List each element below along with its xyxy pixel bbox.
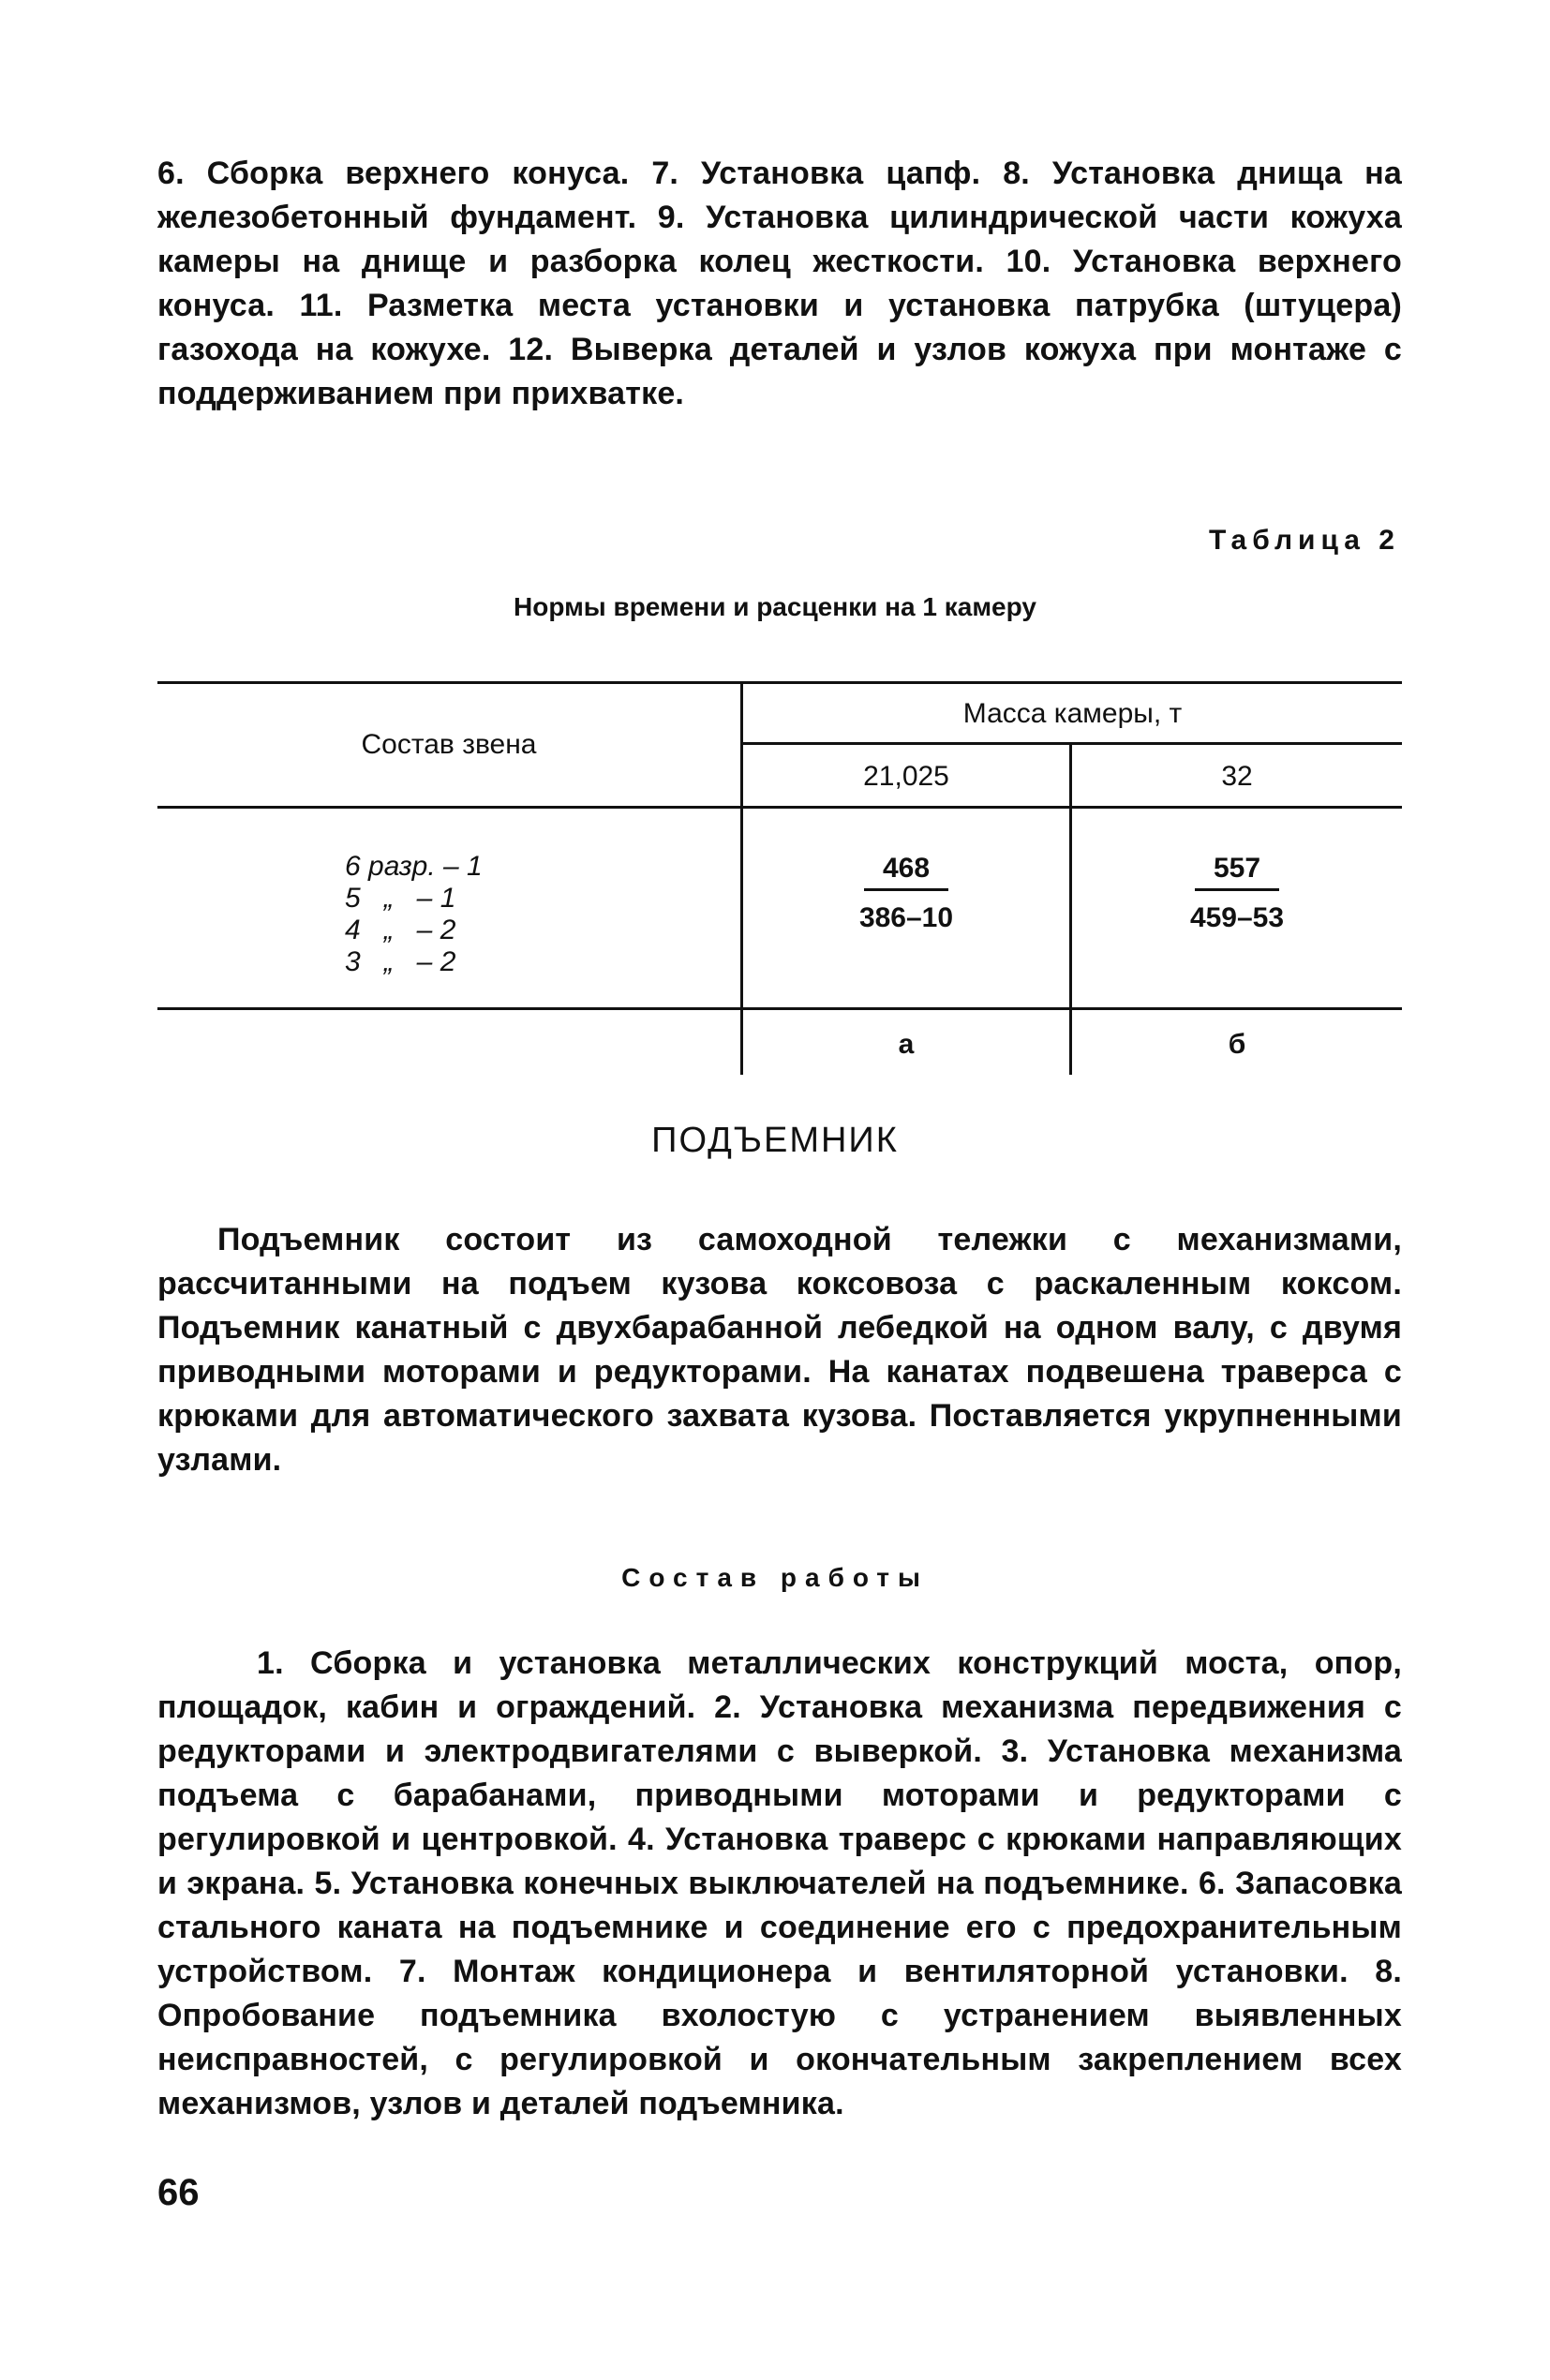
page-number: 66 [157,2172,200,2213]
crew-line: 6 разр. – 1 [345,851,483,882]
table-caption: Нормы времени и расценки на 1 камеру [514,592,1036,621]
time-norm: 557 [1195,853,1279,891]
mass-value-b: 32 [1221,761,1253,792]
lift-description-paragraph: Подъемник состоит из самоходной тележки с механизмами, рассчитанными на подъем кузова коксовоза с раскаленным коксом. Подъемник канатный с двухбарабанной лебедкой на одном валу, с двумя приводными моторами и редукторами. На канатах подвешена траверса с крюками для автоматического захвата кузова. Поставляется укрупненными узлами. [157,1222,1402,1478]
crew-list [345,851,483,978]
column-letter-b: б [1228,1029,1246,1060]
mass-column-header: Масса камеры, т [962,698,1183,729]
mass-value-a: 21,025 [863,761,949,792]
intro-paragraph: 6. Сборка верхнего конуса. 7. Установка цапф. 8. Установка днища на железобетонный фундамент. 9. Установка цилиндрической части кожуха камеры на днище и разборка колец жесткости. 10. Установка верхнего конуса. 11. Разметка места установки и установка патрубка (штуцера) газохода на кожухе. 12. Выверка деталей и узлов кожуха при монтаже с поддерживанием при прихватке. [157,156,1402,411]
table-subheader-rule [742,742,1402,745]
rate-value: 386–10 [858,902,954,933]
table-body-rule [157,1007,1402,1010]
rate-value: 459–53 [1189,902,1285,933]
norm-rate-cell-b [1072,853,1402,934]
table-top-rule [157,681,1402,684]
crew-column-header: Состав звена [361,729,537,760]
crew-line: 4 „ – 2 [345,915,456,945]
crew-line: 5 „ – 1 [345,883,456,914]
norm-rate-cell-a [743,853,1069,934]
crew-line: 3 „ – 2 [345,946,456,977]
time-norm: 468 [864,853,948,891]
column-letter-a: а [898,1029,915,1060]
work-composition-heading: Состав работы [621,1563,929,1592]
table-header-rule [157,806,1402,809]
work-composition-paragraph: 1. Сборка и установка металлических конструкций моста, опор, площадок, кабин и ограждений. 2. Установка механизма передвижения с редукторами и электродвигателями с выверкой. 3. Установка механизма подъема с барабанами, приводными моторами и редукторами с регулировкой и центровкой. 4. Установка траверс с крюками направляющих и экрана. 5. Установка конечных выключателей на подъемнике. 6. Запасовка стального каната на подъемнике и соединение его с предохранительным устройством. 7. Монтаж кондиционера и вентиляторной установки. 8. Опробование подъемника вхолостую с устранением выявленных неисправностей, с регулировкой и окончательным закреплением всех механизмов, узлов и деталей подъемника. [157,1645,1402,2121]
section-title: ПОДЪЕМНИК [651,1121,899,1160]
table-label: Таблица 2 [1208,525,1400,556]
